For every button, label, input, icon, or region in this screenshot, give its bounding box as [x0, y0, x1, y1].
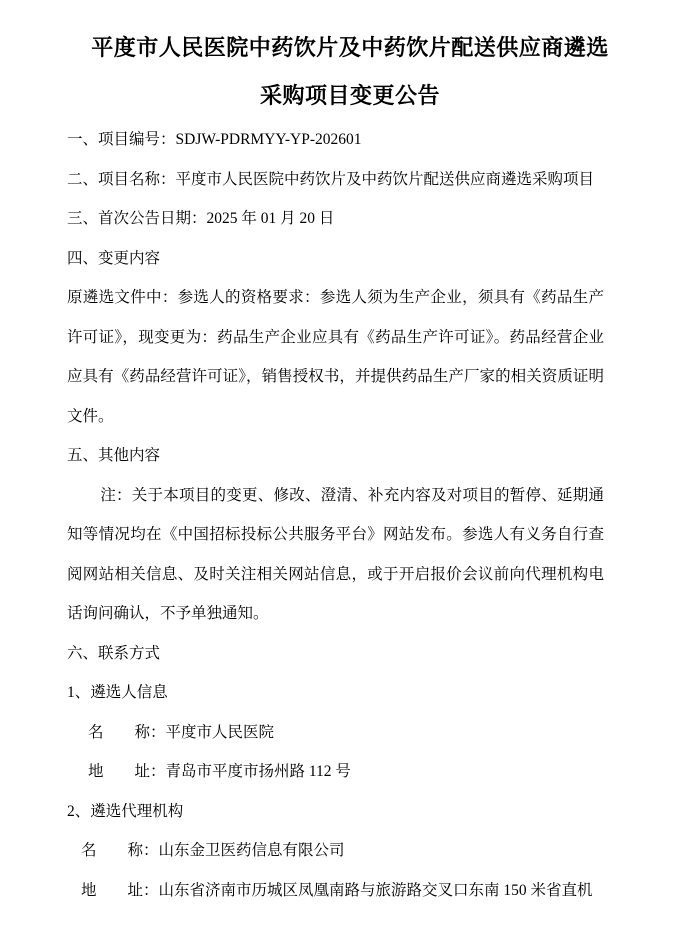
purchaser-address-line: 地 址：青岛市平度市扬州路 112 号	[88, 763, 351, 780]
agency-section-heading: 2、遴选代理机构	[67, 802, 184, 820]
agency-name-line: 名 称：山东金卫医药信息有限公司	[81, 842, 345, 859]
agency-address-line: 地 址：山东省济南市历城区凤凰南路与旅游路交叉口东南 150 米省直机	[81, 881, 593, 899]
change-content-heading: 四、变更内容	[67, 249, 161, 267]
document-body	[67, 120, 604, 910]
purchaser-name-line: 名 称：平度市人民医院	[88, 723, 275, 741]
project-number-line: 一、项目编号：SDJW-PDRMYY-YP-202601	[67, 131, 362, 148]
project-name-line: 二、项目名称：平度市人民医院中药饮片及中药饮片配送供应商遴选采购项目	[67, 170, 595, 188]
document-title-line2: 采购项目变更公告	[259, 83, 440, 108]
note-paragraph: 注：关于本项目的变更、修改、澄清、补充内容及对项目的暂停、延期通知等情况均在《中国招标投标公共服务平台》网站发布。参选人有义务自行查阅网站相关信息、及时关注相关网站信息，或于开启报价会议前向代理机构电话询问确认，不予单独通知。	[67, 486, 604, 622]
change-content-paragraph: 原遴选文件中：参选人的资格要求：参选人须为生产企业，须具有《药品生产许可证》，现变更为：药品生产企业应具有《药品生产许可证》。药品经营企业应具有《药品经营许可证》，销售授权书，并提供药品生产厂家的相关资质证明文件。	[67, 289, 604, 425]
document-title-line1: 平度市人民医院中药饮片及中药饮片配送供应商遴选	[91, 35, 609, 60]
contact-info-heading: 六、联系方式	[67, 644, 161, 662]
purchaser-section-heading: 1、遴选人信息	[67, 684, 168, 701]
other-content-heading: 五、其他内容	[67, 447, 161, 464]
document-title	[0, 0, 700, 120]
first-notice-date-line: 三、首次公告日期：2025 年 01 月 20 日	[67, 210, 335, 227]
